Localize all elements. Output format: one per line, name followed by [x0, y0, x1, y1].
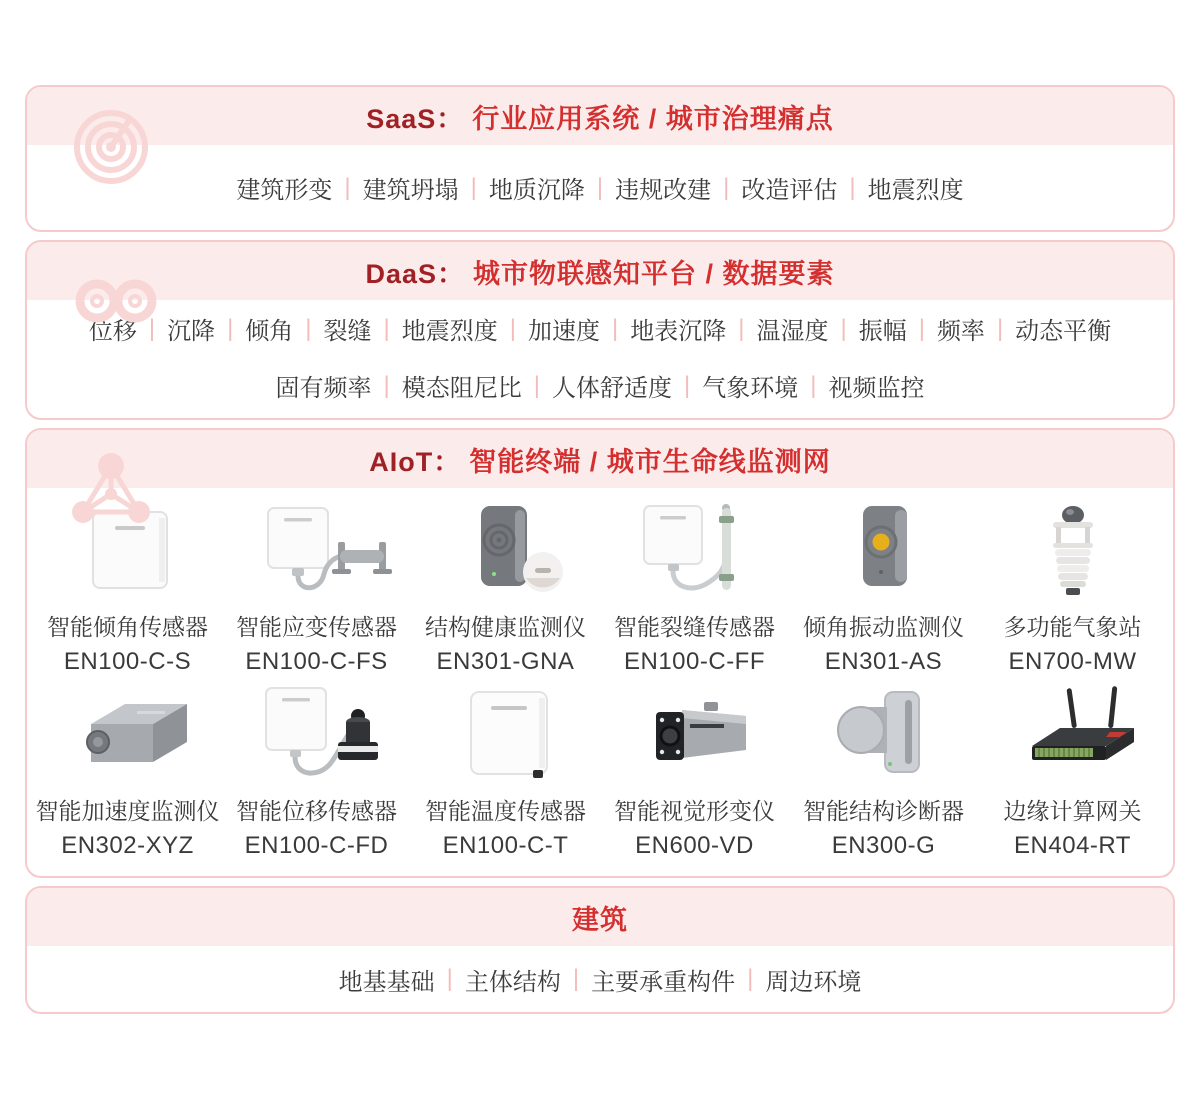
- item-label: 位移: [88, 318, 137, 345]
- monitor-box-image: [431, 500, 581, 600]
- product-EN302-XYZ: [33, 682, 222, 860]
- gray-box-dot-image: [805, 498, 963, 600]
- item-label: 主要承重构件: [591, 968, 736, 996]
- product-name: 边缘计算网关: [1003, 798, 1142, 824]
- displacement-sensor-image: [242, 684, 392, 784]
- section-saas: [25, 85, 1175, 232]
- temperature-sensor-image: [431, 684, 581, 784]
- divider: |: [383, 314, 390, 342]
- product-EN100-C-FD: [222, 682, 411, 860]
- crack-sensor-image: [620, 500, 770, 600]
- knob-box-image: [805, 682, 963, 784]
- divider: |: [849, 173, 856, 201]
- divider: |: [509, 314, 516, 342]
- item-label: 模态阻尼比: [401, 375, 522, 402]
- product-name: 智能倾角传感器: [47, 614, 208, 640]
- item-label: 固有频率: [275, 375, 372, 402]
- divider: |: [383, 371, 390, 399]
- product-model: EN301-AS: [824, 648, 943, 675]
- item-label: 温湿度: [756, 318, 829, 345]
- item-label: 视频监控: [828, 375, 925, 402]
- items-row: [27, 300, 1173, 357]
- product-EN700-MW: [978, 498, 1167, 676]
- section-title: 城市物联感知平台 / 数据要素: [473, 258, 835, 289]
- product-name: 多功能气象站: [1003, 614, 1142, 640]
- item-label: 违规改建: [615, 177, 712, 204]
- item-label: 地基基础: [338, 968, 435, 996]
- section-aiot: [25, 428, 1175, 878]
- section-header-building: [27, 888, 1173, 946]
- divider: |: [747, 965, 754, 992]
- product-grid: [27, 488, 1173, 864]
- product-EN301-GNA: [411, 498, 600, 676]
- sensor-box-image: [53, 500, 203, 600]
- divider: |: [446, 965, 453, 992]
- panel-rod-image: [616, 498, 774, 600]
- item-label: 改造评估: [741, 177, 838, 204]
- section-header-daas: [27, 242, 1173, 300]
- product-EN100-C-S: [33, 498, 222, 676]
- product-EN100-C-FF: [600, 498, 789, 676]
- divider: |: [305, 314, 312, 342]
- product-EN100-C-T: [411, 682, 600, 860]
- item-label: 人体舒适度: [552, 375, 672, 402]
- divider: |: [148, 314, 156, 342]
- items-row: [27, 357, 1173, 414]
- camera-image: [620, 684, 770, 784]
- product-model: EN100-C-S: [63, 648, 192, 675]
- item-label: 地震烈度: [867, 177, 964, 204]
- item-label: 主体结构: [464, 968, 561, 996]
- product-name: 结构健康监测仪: [425, 614, 586, 640]
- structure-diagnoser-image: [809, 684, 959, 784]
- product-name: 智能裂缝传感器: [614, 614, 775, 640]
- item-label: 气象环境: [702, 375, 799, 402]
- product-model: EN100-C-FS: [245, 648, 388, 675]
- item-label: 动态平衡: [1015, 318, 1112, 345]
- panel-arm-image: [238, 498, 396, 600]
- section-title: 智能终端 / 城市生命线监测网: [469, 446, 831, 477]
- section-title-prefix: SaaS：: [366, 103, 465, 134]
- weather-station-image: [994, 498, 1152, 600]
- white-panel-2-image: [427, 682, 585, 784]
- section-daas: [25, 240, 1175, 420]
- item-label: 地震烈度: [401, 318, 498, 345]
- items-row: [27, 946, 1173, 1012]
- section-title: 建筑: [572, 904, 628, 935]
- divider: |: [533, 371, 540, 399]
- product-model: EN302-XYZ: [61, 832, 194, 859]
- divider: |: [840, 314, 847, 342]
- item-label: 建筑坍塌: [362, 177, 459, 204]
- divider: |: [572, 965, 580, 992]
- item-label: 频率: [936, 318, 985, 345]
- item-label: 建筑形变: [236, 177, 333, 204]
- item-label: 加速度: [528, 318, 600, 345]
- white-panel-image: [49, 498, 207, 600]
- section-title: 行业应用系统 / 城市治理痛点: [472, 103, 834, 134]
- section-building: [25, 886, 1175, 1014]
- product-model: EN100-C-FD: [244, 832, 389, 859]
- product-EN300-G: [789, 682, 978, 860]
- product-model: EN100-C-FF: [623, 648, 766, 675]
- product-name: 智能位移传感器: [236, 798, 397, 824]
- product-EN100-C-FS: [222, 498, 411, 676]
- divider: |: [723, 173, 730, 201]
- product-EN404-RT: [978, 682, 1167, 860]
- item-label: 地表沉降: [630, 318, 727, 345]
- product-model: EN700-MW: [1008, 648, 1137, 675]
- item-label: 振幅: [858, 318, 907, 345]
- divider: |: [996, 314, 1004, 342]
- section-header-aiot: [27, 430, 1173, 488]
- item-label: 沉降: [167, 318, 216, 345]
- weather-station-image: [998, 500, 1148, 600]
- product-name: 智能应变传感器: [236, 614, 397, 640]
- item-label: 倾角: [245, 318, 294, 345]
- divider: |: [810, 371, 817, 399]
- product-model: EN600-VD: [635, 832, 754, 859]
- divider: |: [227, 314, 234, 342]
- product-model: EN100-C-T: [442, 832, 569, 859]
- item-label: 裂缝: [323, 318, 372, 345]
- items-row: [27, 145, 1173, 230]
- product-name: 智能视觉形变仪: [614, 798, 775, 824]
- divider: |: [738, 314, 745, 342]
- item-label: 地质沉降: [488, 177, 585, 204]
- product-name: 倾角振动监测仪: [803, 614, 964, 640]
- divider: |: [344, 173, 351, 201]
- divider: |: [918, 314, 925, 342]
- router-image: [994, 682, 1152, 784]
- product-name: 智能温度传感器: [425, 798, 586, 824]
- item-label: 周边环境: [765, 968, 862, 996]
- divider: |: [684, 371, 691, 399]
- section-title-prefix: AIoT：: [369, 446, 462, 477]
- tilt-vibration-image: [809, 500, 959, 600]
- panel-motor-image: [238, 682, 396, 784]
- accelerometer-image: [53, 684, 203, 784]
- camera-image: [616, 682, 774, 784]
- gateway-image: [998, 684, 1148, 784]
- divider: |: [470, 173, 477, 201]
- product-name: 智能结构诊断器: [803, 798, 964, 824]
- divider: |: [612, 314, 619, 342]
- product-EN600-VD: [600, 682, 789, 860]
- section-title-prefix: DaaS：: [365, 258, 466, 289]
- product-model: EN300-G: [831, 832, 936, 859]
- product-name: 智能加速度监测仪: [35, 798, 220, 824]
- divider: |: [596, 173, 604, 201]
- dark-box-sphere-image: [427, 498, 585, 600]
- section-header-saas: [27, 87, 1173, 145]
- product-model: EN301-GNA: [436, 648, 575, 675]
- product-EN301-AS: [789, 498, 978, 676]
- strain-sensor-image: [242, 500, 392, 600]
- product-model: EN404-RT: [1014, 832, 1131, 859]
- metal-box-image: [49, 682, 207, 784]
